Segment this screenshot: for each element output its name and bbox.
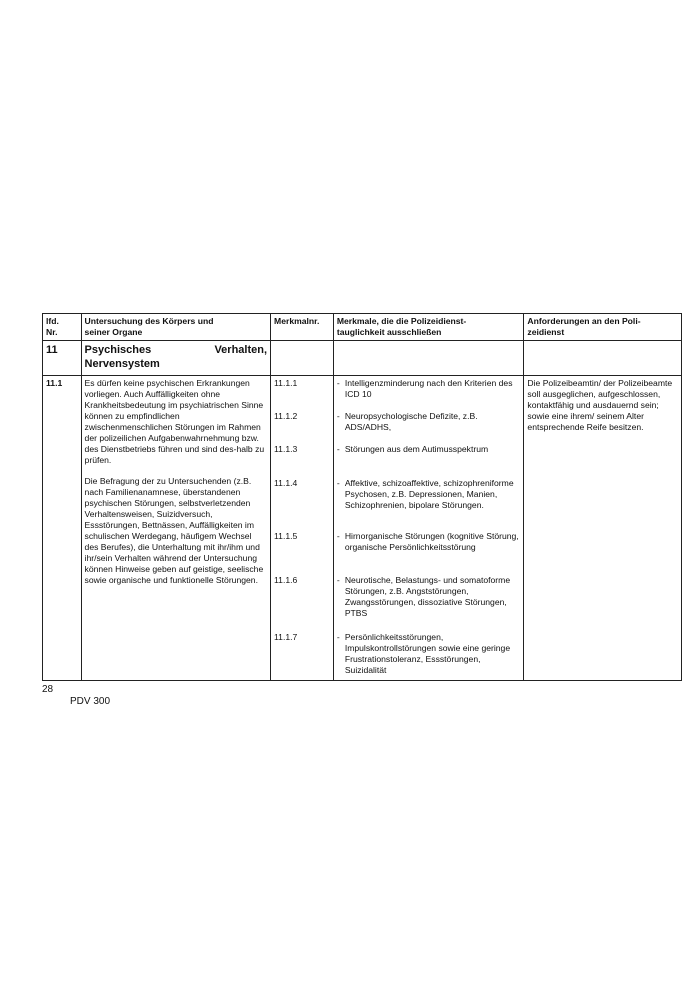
section-empty-cell <box>271 341 334 376</box>
section-title: Psychisches Verhalten, Nervensystem <box>81 341 270 376</box>
dash-bullet: - <box>336 632 340 642</box>
merkmal-code: 11.1.6 <box>274 575 298 585</box>
section-empty-cell <box>333 341 524 376</box>
merkmal-criterion: - Intelligenzminderung nach den Kriterien des ICD 10 <box>336 378 513 399</box>
section-title-line1: Psychisches Verhalten, <box>84 344 268 356</box>
document-code: PDV 300 <box>70 696 111 707</box>
untersuchung-text <box>81 376 270 681</box>
anforderungen-text: Die Polizeibeamtin/ der Polizeibeamte soll ausgeglichen, aufgeschlossen, kontaktfähig und ausdauernd sein; sowie eine ihrem/ seinem Alter entsprechende Reife besitzen. <box>524 376 682 681</box>
header-row <box>43 314 682 341</box>
header-merkmale: Merkmale, die die Polizeidienst- tauglichkeit ausschließen <box>333 314 524 341</box>
dash-bullet: - <box>336 575 340 585</box>
merkmal-code: 11.1.4 <box>274 478 298 488</box>
section-empty-cell <box>524 341 682 376</box>
merkmal-code-list <box>274 378 330 678</box>
row-number: 11.1 <box>43 376 82 681</box>
merkmalnr-cell <box>271 376 334 681</box>
dash-bullet: - <box>336 531 340 541</box>
page-number: 28 <box>42 684 54 695</box>
dash-bullet: - <box>336 378 340 388</box>
merkmal-criterion: - Affektive, schizoaffektive, schizophreniforme Psychosen, z.B. Depressionen, Manien, Schizophrenien, bipolare Störungen. <box>336 478 514 510</box>
merkmal-criterion: - Neuropsychologische Defizite, z.B. ADS/ADHS, <box>336 411 478 432</box>
merkmal-code: 11.1.3 <box>274 444 298 454</box>
merkmal-criterion: - Persönlichkeitsstörungen, Impulskontrollstörungen sowie eine geringe Frustrationstoleranz, Essstörungen, Suizidalität <box>336 632 511 675</box>
header-merkmalnr: Merkmalnr. <box>271 314 334 341</box>
merkmal-criteria-list <box>337 378 521 678</box>
header-untersuchung: Untersuchung des Körpers und seiner Organe <box>81 314 270 341</box>
requirements-table <box>42 313 682 681</box>
merkmal-criterion: - Neurotische, Belastungs- und somatoforme Störungen, z.B. Angststörungen, Zwangsstörungen, dissoziative Störungen, PTBS <box>336 575 511 618</box>
header-untersuchung-line1: Untersuchung des Körpers und <box>84 316 214 326</box>
dash-bullet: - <box>336 478 340 488</box>
merkmal-code: 11.1.2 <box>274 411 298 421</box>
header-lfd-nr: lfd. Nr. <box>43 314 82 341</box>
dash-bullet: - <box>336 444 340 454</box>
merkmal-code: 11.1.1 <box>274 378 298 388</box>
dash-bullet: - <box>336 411 340 421</box>
merkmal-criterion: - Störungen aus dem Autimusspektrum <box>336 444 489 454</box>
merkmal-code: 11.1.5 <box>274 531 298 541</box>
section-row <box>43 341 682 376</box>
untersuchung-paragraph: Die Befragung der zu Untersuchenden (z.B. nach Familienanamnese, überstandenen psychischen Störungen, selbstverletzenden Verhaltensweisen, Suizidversuch, Essstörungen, Bettnässen, Auffälligkeiten im schulischen Werdegang, häufigem Wechsel des Berufes), die Unterhaltung mit ihr/ihm und ihr/sein Verhalten während der Untersuchung können Hinweise geben auf geistige, seelische sowie organische und funktionelle Störungen. <box>84 476 264 585</box>
merkmale-cell <box>333 376 524 681</box>
section-number: 11 <box>43 341 82 376</box>
untersuchung-paragraph: Es dürfen keine psychischen Erkrankungen vorliegen. Auch Auffälligkeiten ohne Krankheitsbedeutung im psychiatrischen Sinne können zu empfindlichen zwischenmenschlichen Störungen im Rahmen der polizeilichen Aufgabenwahrnehmung bzw. des Dienstbetriebs führen und sind des-halb zu prüfen. <box>84 378 265 465</box>
merkmal-criterion: - Hirnorganische Störungen (kognitive Störung, organische Persönlichkeitsstörung <box>336 531 519 552</box>
header-anforderungen: Anforderungen an den Poli- zeidienst <box>524 314 682 341</box>
merkmal-code: 11.1.7 <box>274 632 298 642</box>
table-row <box>43 376 682 681</box>
